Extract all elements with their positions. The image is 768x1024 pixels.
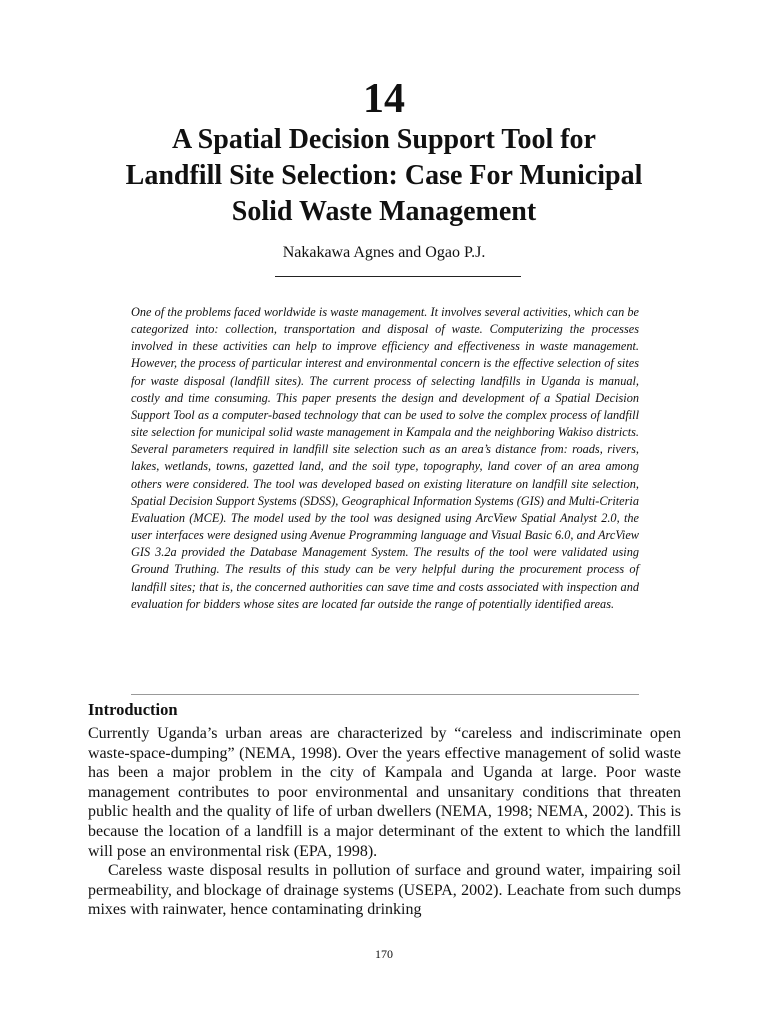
body-paragraph: Careless waste disposal results in pollution of surface and ground water, impairing soil permeability, and blockage of drainage systems (USEPA, 2002). Leachate from such dumps mixes with rainwater, hence contaminating drinking bbox=[88, 862, 681, 919]
abstract: One of the problems faced worldwide is waste management. It involves several activities, which can be categorized into: collection, transportation and disposal of waste. Computerizing the processes involved in these activities can help to improve efficiency and effectiveness in waste management. However, the process of particular interest and environmental concern is the effective selection of sites for waste disposal (landfill sites). The current process of selecting landfills in Uganda is manual, costly and time consuming. This paper presents the design and development of a Spatial Decision Support Tool as a computer-based technology that can be used to solve the complex process of landfill site selection for municipal solid waste management in Kampala and the neighboring Wakiso districts. Several parameters required in landfill site selection such as an area’s distance from: roads, rivers, lakes, wetlands, towns, gazetted land, and the soil type, topography, land cover of an area among others were considered. The tool was developed based on existing literature on landfill site selection, Spatial Decision Support Systems (SDSS), Geographical Information Systems (GIS) and Multi-Criteria Evaluation (MCE). The model used by the tool was designed using ArcView Spatial Analyst 2.0, the user interfaces were designed using Avenue Programming language and Visual Basic 6.0, and ArcView GIS 3.2a provided the Database Management System. The results of the tool were validated using Ground Truthing. The results of this study can be very helpful during the procurement process of landfill sites; that is, the concerned authorities can save time and costs associated with inspection and evaluation for bidders whose sites are located far outside the range of potentially identified areas. bbox=[131, 305, 639, 611]
authors: Nakakawa Agnes and Ogao P.J. bbox=[282, 244, 486, 261]
author-divider bbox=[275, 276, 521, 277]
section-heading-introduction: Introduction bbox=[88, 700, 178, 719]
body-paragraph: Currently Uganda’s urban areas are characterized by “careless and indiscriminate open waste-space-dumping” (NEMA, 1998). Over the years effective management of solid waste has been a major problem in the city of Kampala and Uganda at large. Poor waste management contributes to poor environmental and unsanitary conditions that threaten public health and the quality of life of urban dwellers (NEMA, 1998; NEMA, 2002). This is because the location of a landfill is a major determinant of the extent to which the landfill will pose an environmental risk (EPA, 1998). bbox=[88, 725, 681, 860]
chapter-title-line: Solid Waste Management bbox=[231, 196, 537, 227]
page-number: 170 bbox=[375, 947, 393, 961]
abstract-divider bbox=[131, 694, 639, 695]
chapter-title bbox=[60, 122, 708, 230]
introduction-body bbox=[88, 724, 681, 920]
chapter-title-line: Landfill Site Selection: Case For Municipal bbox=[125, 160, 643, 191]
chapter-title-line: A Spatial Decision Support Tool for bbox=[172, 124, 596, 155]
chapter-number: 14 bbox=[363, 76, 405, 122]
